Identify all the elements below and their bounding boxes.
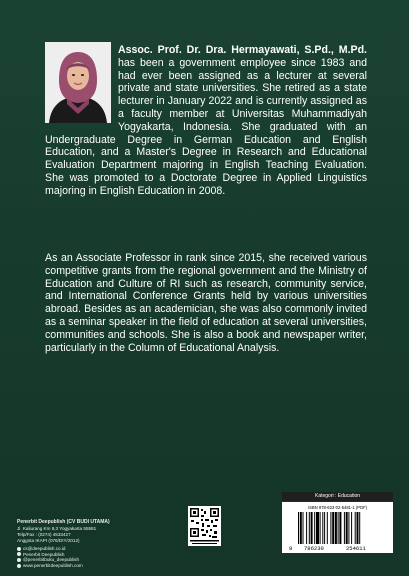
author-bio-text: has been a government employee since 1983 and had ever been assigned as a lecturer at several private and state universities. She retired as a state lecturer in January 2022 and is currently assigned as a faculty member at Universitas Muhammadiyah Yogyakarta, Indonesia. She graduated with an Undergraduate Degree in German Education and English Education, and a Master's Degree in Research and Educational Evaluation Department majoring in English Teaching Evaluation. She was promoted to a Doctorate Degree in Applied Linguistics majoring in English Education in 2008. — [45, 56, 367, 197]
publisher-address: Jl. Kaliurang Km 9,3 Yogyakarta 55581 — [17, 525, 97, 531]
author-name: Assoc. Prof. Dr. Dra. Hermayawati, S.Pd., M.Pd. — [118, 44, 367, 56]
email-icon — [17, 547, 21, 551]
barcode-icon — [298, 512, 384, 544]
publisher-website-row — [17, 563, 110, 569]
publisher-email: cs@deepublish.co.id — [23, 545, 66, 551]
publisher-instagram: @penerbitbuku_deepublish — [23, 557, 80, 563]
publisher-website: www.penerbitdeepublish.com — [23, 563, 83, 569]
publisher-ikapi: Anggota IKAPI (076/DIY/2012) — [17, 537, 80, 543]
publisher-phone: Telp/Fax : (0274) 4533427 — [17, 531, 71, 537]
author-bio — [45, 44, 367, 198]
isbn-barcode-box — [282, 502, 393, 553]
barcode-digits-right: 254611 — [346, 545, 366, 552]
publisher-info — [17, 520, 110, 569]
instagram-icon — [17, 558, 21, 562]
publisher-facebook: Penerbit Deepublish — [23, 551, 65, 557]
author-achievements: As an Associate Professor in rank since 2015, she received various competitive grants from the regional government and the Ministry of Education and Culture of RI such as research, community service, and International Conference Grants held by various universities abroad. Besides as an academician, she was also commonly invited as a seminar speaker in the field of education at several universities, communities and schools. She is also a book and newspaper writer, particularly in the Column of Educational Analysis. — [45, 252, 367, 354]
publisher-name: Penerbit Deepublish (CV BUDI UTAMA) — [17, 519, 110, 525]
category-label: Kategori : Education — [282, 492, 393, 501]
facebook-icon — [17, 552, 21, 556]
barcode-digits-left: 786230 — [304, 545, 324, 552]
qr-code-icon — [188, 506, 221, 546]
isbn-number: ISBN 978-623-02-5481-1 (PDF) — [307, 505, 368, 510]
barcode-digit-first: 9 — [289, 545, 293, 552]
globe-icon — [17, 564, 21, 568]
